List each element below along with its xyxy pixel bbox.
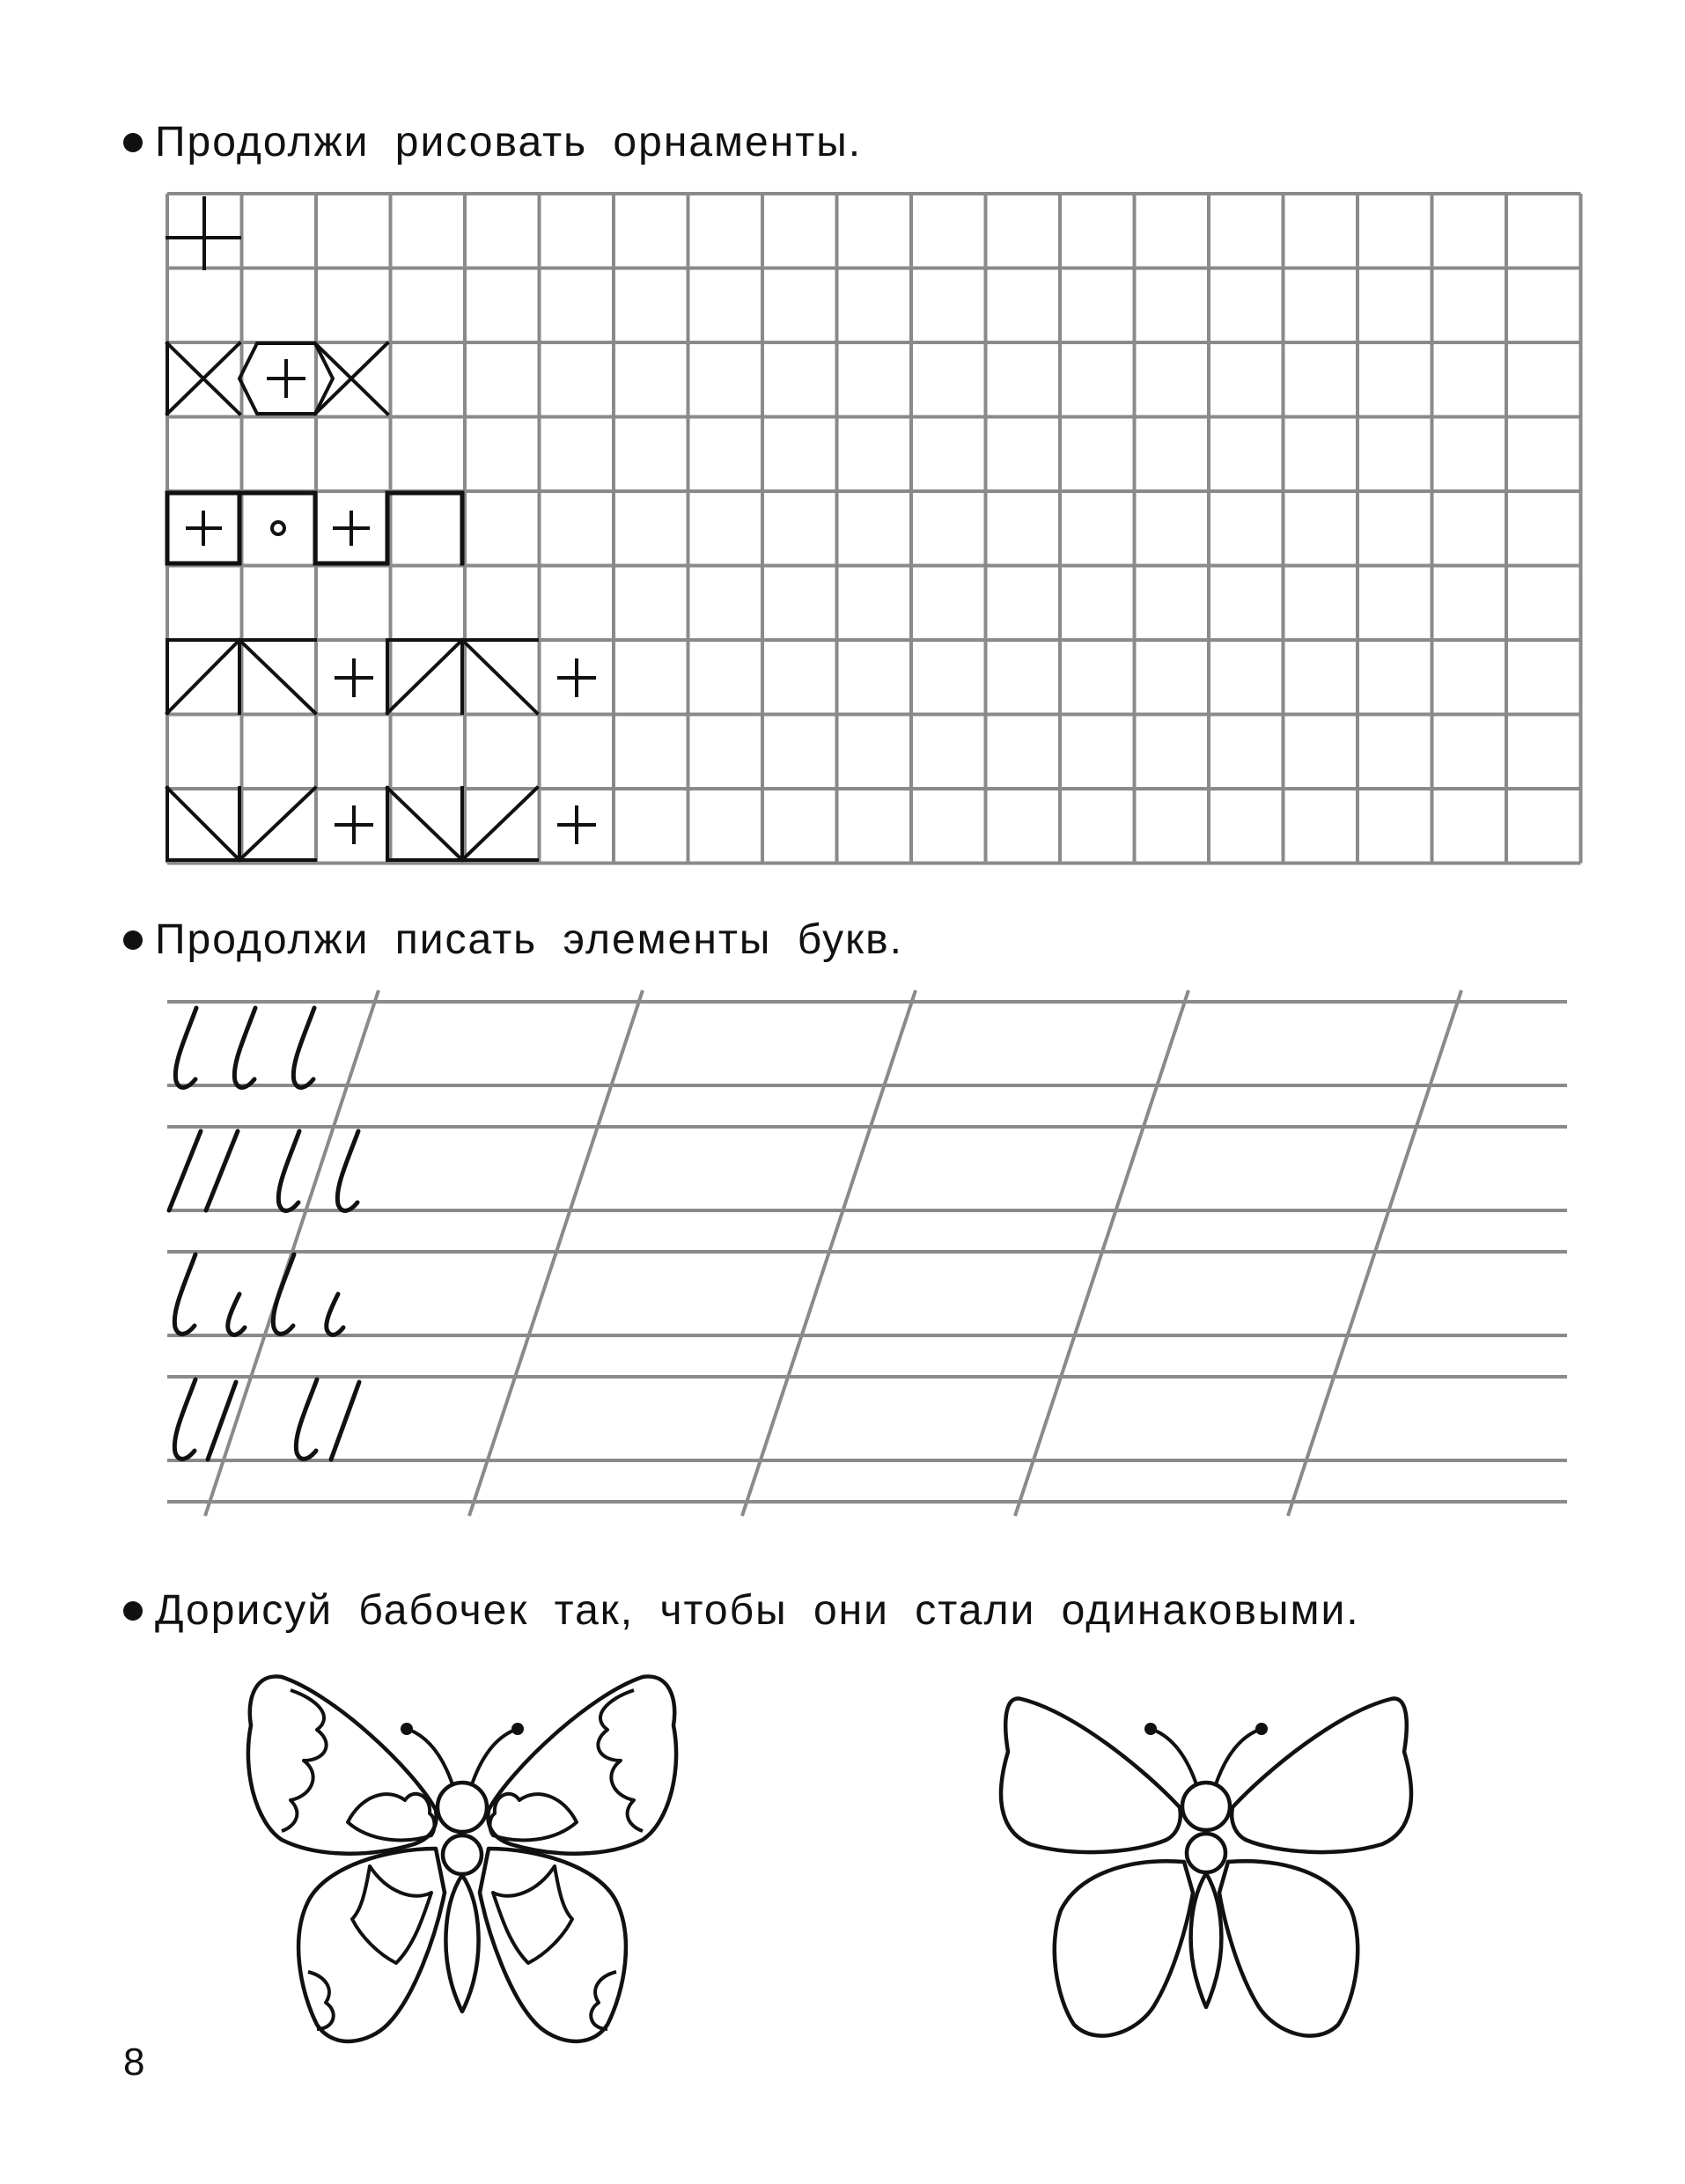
ornament-boxes-row	[167, 493, 462, 563]
slant-line	[1288, 990, 1461, 1516]
slant-line	[1015, 990, 1188, 1516]
grid-lines	[167, 194, 1581, 864]
ornament-patterns	[167, 198, 594, 860]
ruled-lines	[167, 1002, 1567, 1502]
slant-line	[742, 990, 916, 1516]
letter-samples	[169, 1008, 359, 1460]
task-letter-elements-text: Продолжи писать элементы букв.	[155, 916, 903, 963]
slant-lines	[205, 990, 1461, 1516]
slant-line	[469, 990, 643, 1516]
task-ornaments-text: Продолжи рисовать орнаменты.	[155, 119, 863, 165]
page-number: 8	[123, 2041, 145, 2084]
task-butterflies	[123, 1586, 1360, 1635]
slant-line	[205, 990, 379, 1516]
ornament-grid[interactable]	[0, 0, 1685, 880]
letter-stick	[217, 1391, 239, 1452]
bullet-dot-icon	[123, 930, 143, 950]
task-butterflies-text: Дорисуй бабочек так, чтобы они стали одинаковыми.	[155, 1587, 1360, 1634]
letter-stick	[195, 1350, 218, 1408]
bullet-dot-icon	[123, 1601, 143, 1621]
ornament-triangles-up-row	[167, 640, 594, 713]
butterfly-icon	[248, 1676, 676, 2041]
butterfly-outline-icon	[1001, 1699, 1411, 2036]
letter-stick	[329, 1391, 352, 1452]
ornament-hexagon-row	[167, 343, 387, 414]
ornament-triangles-down-row	[167, 788, 594, 860]
ornament-cross	[167, 198, 239, 268]
task-letter-elements	[123, 916, 903, 964]
